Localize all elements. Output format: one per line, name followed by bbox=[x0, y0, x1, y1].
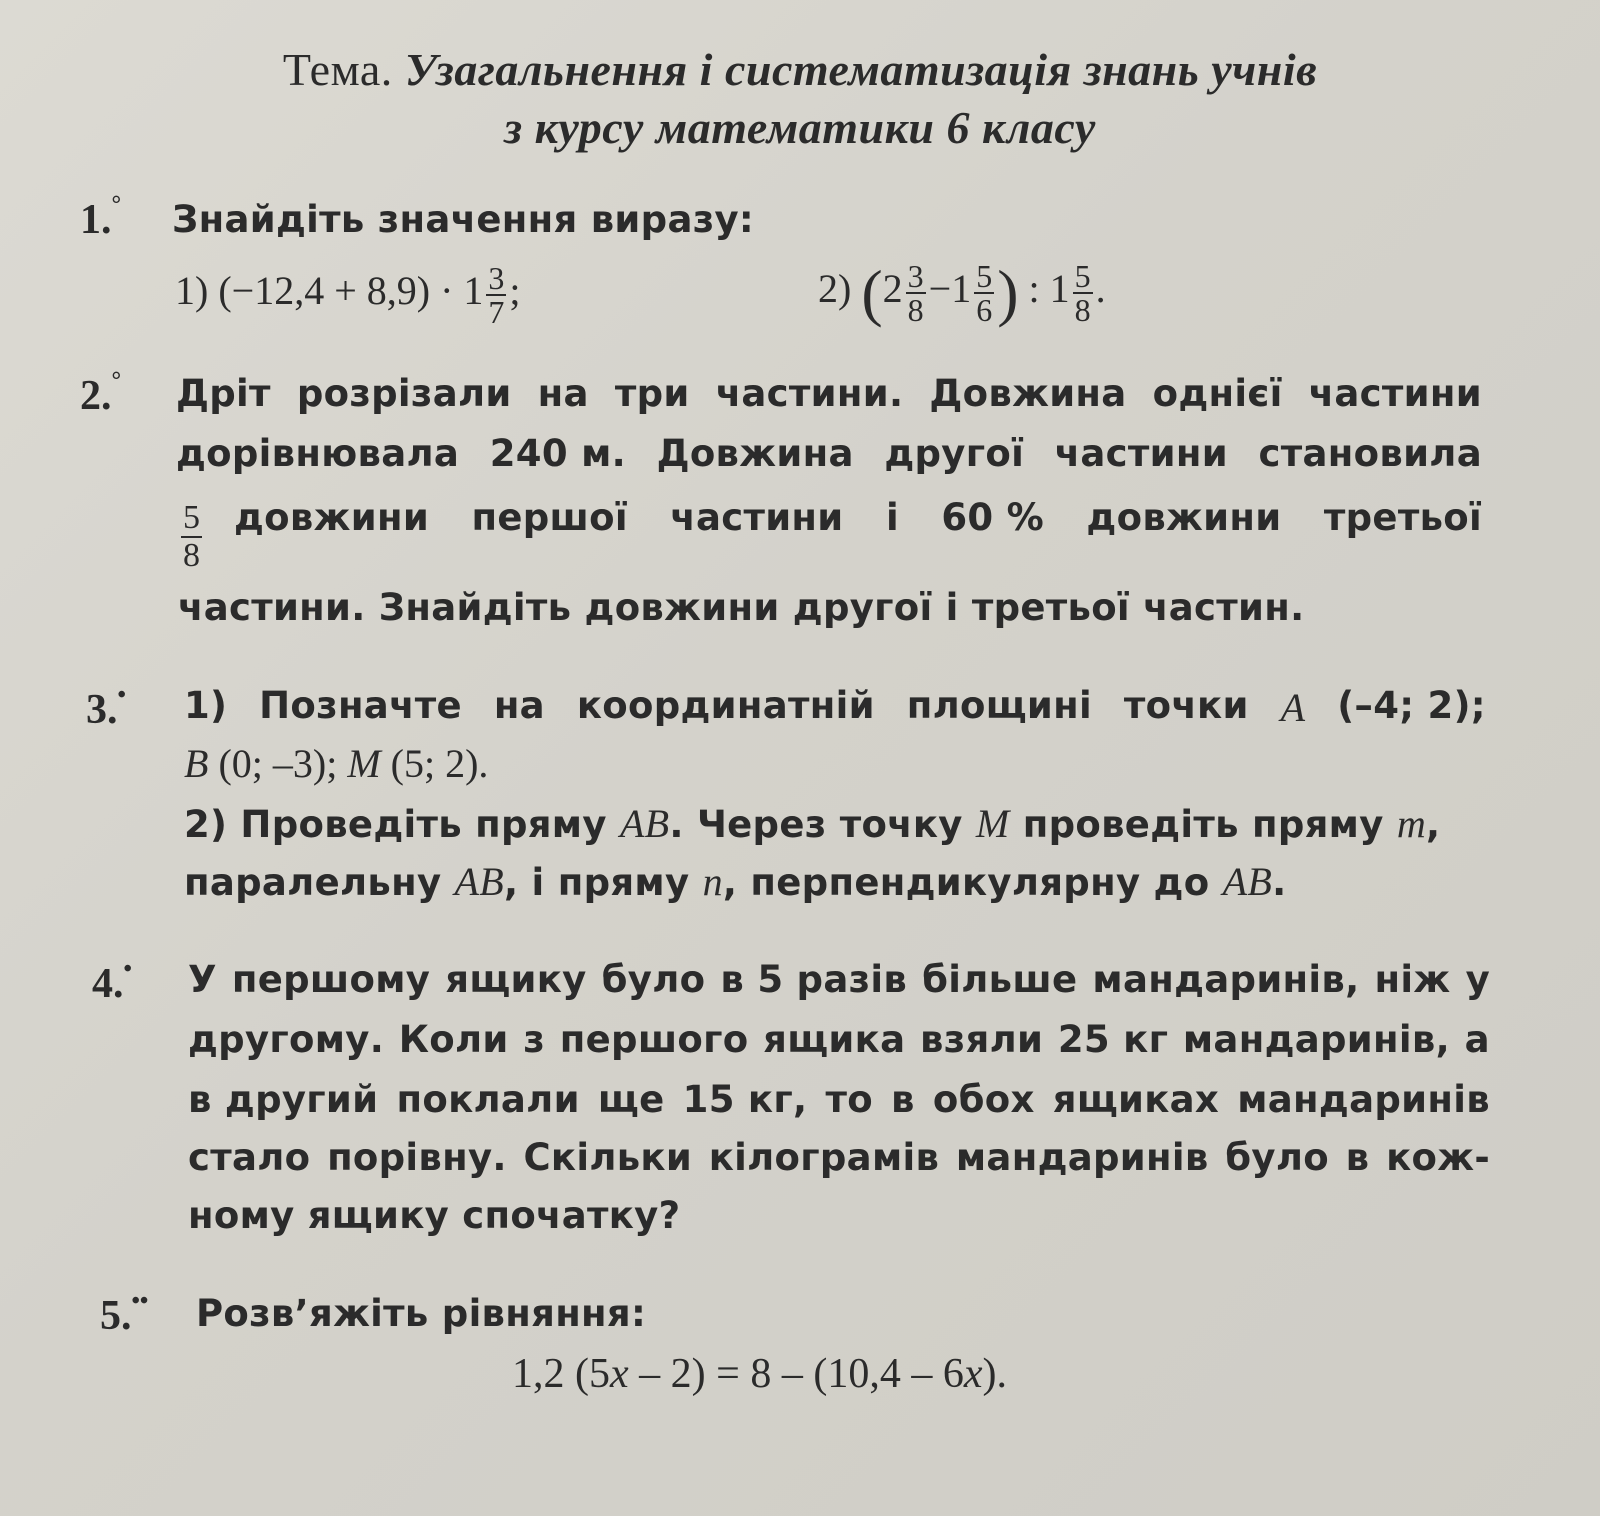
word: 60 % bbox=[941, 496, 1044, 539]
part-label: 1) bbox=[175, 268, 209, 314]
title-line-2 bbox=[0, 98, 1600, 158]
fraction bbox=[1073, 260, 1093, 326]
fraction-numerator: 3 bbox=[488, 260, 505, 296]
task-4-line-3 bbox=[188, 1078, 1490, 1121]
task-5-number bbox=[100, 1288, 149, 1340]
word: частини bbox=[1054, 432, 1228, 475]
equation-text: ). bbox=[982, 1351, 1007, 1397]
word: частини bbox=[670, 496, 844, 539]
word: більше bbox=[922, 958, 1078, 1001]
word: Скільки bbox=[523, 1136, 693, 1179]
word: 25 кг bbox=[1057, 1018, 1169, 1061]
variable: x bbox=[963, 1351, 983, 1397]
task-1-text: Знайдіть значення виразу: bbox=[172, 198, 755, 241]
word: ящиках bbox=[1052, 1078, 1220, 1121]
coordinates: (5; 2). bbox=[390, 741, 489, 786]
title-prefix: Тема. bbox=[282, 44, 393, 95]
expression-end: ; bbox=[509, 268, 521, 314]
word: а bbox=[1464, 1018, 1490, 1061]
word: кож- bbox=[1386, 1136, 1490, 1179]
task-2-line-2 bbox=[176, 432, 1482, 475]
mixed-whole: 2 bbox=[882, 266, 903, 312]
word: Довжина bbox=[929, 372, 1127, 415]
line-label: m bbox=[1396, 801, 1427, 846]
word: довжини bbox=[234, 496, 430, 539]
fraction-denominator: 8 bbox=[907, 292, 924, 328]
word: першого bbox=[559, 1018, 749, 1061]
word: ящику bbox=[445, 958, 587, 1001]
title-topic-line-1: Узагальнення і систематизація знань учнів bbox=[404, 44, 1318, 95]
mixed-whole: 1 bbox=[951, 266, 972, 312]
fraction-denominator: 6 bbox=[976, 292, 993, 328]
task-2-line-4: частини. Знайдіть довжини другої і третьої частин. bbox=[178, 586, 1305, 629]
task-2-number bbox=[80, 368, 122, 420]
word: кілограмів bbox=[708, 1136, 940, 1179]
line-label: n bbox=[702, 859, 723, 904]
task-number-label: 2. bbox=[80, 373, 112, 419]
word: в другий bbox=[188, 1078, 379, 1121]
task-1-expression-1 bbox=[175, 262, 521, 328]
fraction-numerator: 5 bbox=[976, 258, 993, 294]
fraction-denominator: 8 bbox=[1074, 292, 1091, 328]
word: координатній bbox=[576, 684, 875, 727]
task-3-line-4 bbox=[184, 858, 1286, 905]
fraction bbox=[181, 500, 202, 574]
word: дорівнювала bbox=[176, 432, 460, 475]
word: поклали bbox=[396, 1078, 580, 1121]
fraction-numerator: 5 bbox=[1074, 258, 1091, 294]
line-label: AB bbox=[454, 859, 505, 904]
word: обох bbox=[932, 1078, 1035, 1121]
word: однієї bbox=[1152, 372, 1283, 415]
word: мандаринів, bbox=[1092, 958, 1360, 1001]
close-paren: ) bbox=[997, 257, 1019, 328]
coordinates: (0; –3); bbox=[218, 741, 338, 786]
word: становила bbox=[1258, 432, 1482, 475]
word: ящика bbox=[763, 1018, 906, 1061]
word: у bbox=[1465, 958, 1490, 1001]
word: на bbox=[493, 684, 545, 727]
task-2-fraction bbox=[178, 500, 205, 574]
word: Довжина bbox=[656, 432, 854, 475]
word: третьої bbox=[1323, 496, 1482, 539]
word: 1) bbox=[184, 684, 228, 727]
text: проведіть пряму bbox=[1009, 803, 1397, 846]
equation-text: – 2) = 8 – (10,4 – 6 bbox=[628, 1351, 964, 1397]
word: і bbox=[885, 496, 899, 539]
point-label: B bbox=[184, 741, 209, 786]
word: Дріт bbox=[176, 372, 271, 415]
word: мандаринів bbox=[1237, 1078, 1490, 1121]
text: , і пряму bbox=[504, 861, 703, 904]
word: було bbox=[1225, 1136, 1329, 1179]
difficulty-mark: ° bbox=[111, 368, 122, 394]
text: , bbox=[1426, 803, 1441, 846]
fraction bbox=[906, 260, 926, 326]
task-2-line-1 bbox=[176, 372, 1482, 415]
point-label: A bbox=[1280, 685, 1306, 730]
task-number-label: 4. bbox=[92, 961, 124, 1007]
word: порівну. bbox=[327, 1136, 507, 1179]
task-3-number bbox=[86, 682, 126, 734]
variable: x bbox=[610, 1351, 629, 1397]
task-5-equation bbox=[512, 1350, 1007, 1398]
fraction bbox=[486, 262, 506, 328]
word: розрізали bbox=[296, 372, 512, 415]
title-line-1 bbox=[0, 40, 1600, 100]
word: частини bbox=[1308, 372, 1482, 415]
task-3-line-2 bbox=[184, 740, 488, 787]
fraction-denominator: 7 bbox=[488, 294, 505, 330]
word: 15 кг, bbox=[682, 1078, 808, 1121]
word: площині bbox=[906, 684, 1092, 727]
task-3-line-1 bbox=[184, 684, 1486, 731]
expression-text: (−12,4 + 8,9) · 1 bbox=[218, 268, 484, 314]
coordinates: (–4; 2); bbox=[1337, 684, 1486, 727]
task-1-number bbox=[80, 192, 122, 244]
word: 240 м. bbox=[489, 432, 626, 475]
word: стало bbox=[188, 1136, 311, 1179]
expression-end: . bbox=[1095, 266, 1106, 312]
equation-text: 1,2 (5 bbox=[512, 1351, 610, 1397]
line-label: AB bbox=[619, 801, 670, 846]
fraction-numerator: 5 bbox=[183, 499, 200, 536]
word: першому bbox=[231, 958, 431, 1001]
point-label: M bbox=[347, 741, 381, 786]
text: . bbox=[1272, 861, 1287, 904]
task-number-label: 3. bbox=[86, 687, 118, 733]
title-topic-line-2: з курсу математики 6 класу bbox=[504, 102, 1096, 153]
text: 2) Проведіть пряму bbox=[184, 803, 620, 846]
word: довжини bbox=[1086, 496, 1282, 539]
task-4-line-2 bbox=[188, 1018, 1490, 1061]
word: ніж bbox=[1374, 958, 1451, 1001]
task-4-line-5: ному ящику спочатку? bbox=[188, 1194, 681, 1237]
fraction bbox=[974, 260, 994, 326]
task-4-line-4 bbox=[188, 1136, 1490, 1179]
line-label: AB bbox=[1222, 859, 1273, 904]
word: мандаринів bbox=[955, 1136, 1209, 1179]
word: з bbox=[523, 1018, 546, 1061]
difficulty-mark: • bbox=[117, 682, 126, 708]
difficulty-mark: •• bbox=[131, 1288, 149, 1314]
word: ще bbox=[597, 1078, 665, 1121]
task-4-line-1 bbox=[188, 958, 1490, 1001]
task-4-number bbox=[92, 956, 132, 1008]
task-2-line-3 bbox=[234, 496, 1482, 539]
word: мандаринів, bbox=[1182, 1018, 1450, 1061]
task-1-expression-2 bbox=[818, 256, 1106, 330]
divide-text: : 1 bbox=[1028, 266, 1070, 312]
word: в bbox=[891, 1078, 915, 1121]
task-5-text: Розв’яжіть рівняння: bbox=[196, 1292, 647, 1335]
difficulty-mark: ° bbox=[111, 192, 122, 218]
word: У bbox=[188, 958, 217, 1001]
text: . Через точку bbox=[669, 803, 976, 846]
word: взяли bbox=[920, 1018, 1044, 1061]
task-3-line-3 bbox=[184, 800, 1440, 847]
word: в bbox=[1345, 1136, 1370, 1179]
word: точки bbox=[1123, 684, 1249, 727]
word: частини. bbox=[715, 372, 904, 415]
difficulty-mark: • bbox=[123, 956, 132, 982]
word: то bbox=[825, 1078, 873, 1121]
word: три bbox=[614, 372, 690, 415]
text: , перпендикулярну до bbox=[722, 861, 1223, 904]
word: другої bbox=[884, 432, 1025, 475]
word: першої bbox=[471, 496, 628, 539]
text: паралельну bbox=[184, 861, 455, 904]
part-label: 2) bbox=[818, 266, 852, 312]
minus-sign: − bbox=[928, 266, 952, 312]
task-number-label: 5. bbox=[100, 1293, 132, 1339]
word: було bbox=[601, 958, 706, 1001]
fraction-denominator: 8 bbox=[183, 537, 200, 574]
task-number-label: 1. bbox=[80, 197, 112, 243]
fraction-numerator: 3 bbox=[907, 258, 924, 294]
word: в 5 разів bbox=[720, 958, 908, 1001]
open-paren: ( bbox=[861, 257, 883, 328]
word: на bbox=[537, 372, 589, 415]
word: другому. bbox=[188, 1018, 385, 1061]
point-label: M bbox=[975, 801, 1010, 846]
word: Позначте bbox=[259, 684, 462, 727]
word: Коли bbox=[398, 1018, 509, 1061]
